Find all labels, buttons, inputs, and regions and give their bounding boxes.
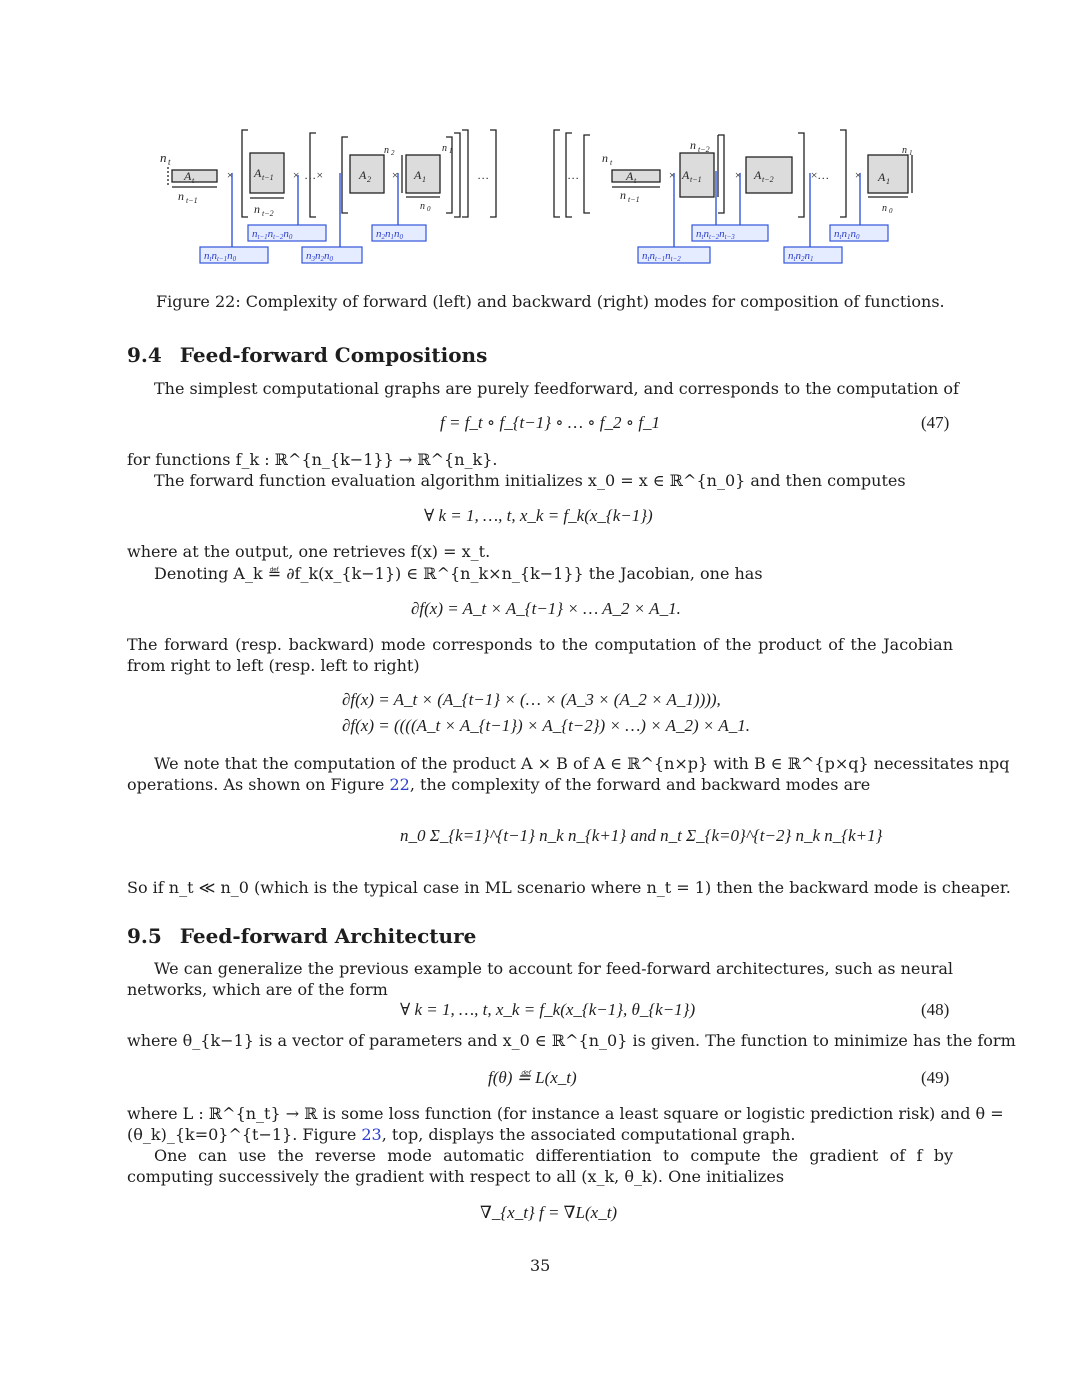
svg-text:t: t [168,157,171,167]
paragraph: Denoting A_k ≝ ∂f_k(x_{k−1}) ∈ ℝ^{n_k×n_{k−1}} the Jacobian, one has [154,564,763,583]
equation-number: (47) [921,413,950,432]
section-title: Feed-forward Architecture [179,924,477,948]
svg-text:1: 1 [449,147,453,155]
text-run: , the complexity of the forward and backward modes are [409,775,871,794]
svg-text:0: 0 [427,205,431,213]
svg-text:n: n [902,145,907,156]
cost-label: ntn2n1 [788,250,814,263]
equation-iteration: ∀ k = 1, …, t, x_k = f_k(x_{k−1}) [424,506,653,525]
paragraph: where L : ℝ^{n_t} → ℝ is some loss function (for instance a least square or logistic prediction risk) and θ = [127,1104,1004,1123]
equation-number: (48) [921,1000,950,1019]
svg-text:t: t [610,158,613,167]
svg-text:A: A [626,169,634,183]
svg-text:2: 2 [367,175,371,184]
section-number: 9.4 [127,343,162,367]
svg-text:1: 1 [422,175,426,184]
svg-text:t−2: t−2 [262,209,274,218]
cost-label: ntnt−2nt−3 [696,228,735,241]
svg-text:×: × [668,168,677,182]
svg-text:…×: …× [305,168,324,182]
svg-text:n: n [384,145,389,156]
svg-text:1: 1 [886,177,890,186]
svg-text:t: t [192,176,195,185]
matrix-At [172,170,217,182]
equation-gradient-init: ∇_{x_t} f = ∇L(x_t) [480,1203,618,1222]
svg-text:n: n [254,202,260,216]
paragraph: The forward function evaluation algorithm initializes x_0 = x ∈ ℝ^{n_0} and then computes [154,471,906,490]
cost-label: n2n1n0 [376,228,403,241]
svg-text:n: n [442,143,447,154]
svg-text:0: 0 [889,207,893,215]
svg-text:A: A [359,168,367,182]
paragraph: We note that the computation of the product A × B of A ∈ ℝ^{n×p} with B ∈ ℝ^{p×q} necessitates npq [154,754,1010,773]
figure-ref-link[interactable]: 23 [361,1125,382,1144]
svg-text:2: 2 [391,149,395,157]
svg-text:×: × [226,168,235,182]
svg-text:t−1: t−1 [186,196,198,205]
svg-text:t−2: t−2 [762,175,774,184]
equation-text: f = f_t ∘ f_{t−1} ∘ … ∘ f_2 ∘ f_1 [440,413,661,432]
equation-number: (49) [921,1068,950,1087]
svg-text:t−1: t−1 [262,173,274,182]
forward-mode-diagram [160,130,496,247]
paragraph: where θ_{k−1} is a vector of parameters and x_0 ∈ ℝ^{n_0} is given. The function to minimize has the form [127,1031,1016,1050]
section-title: Feed-forward Compositions [179,343,488,367]
cost-label: ntnt−1nt−2 [642,250,681,263]
paragraph: The forward (resp. backward) mode corresponds to the computation of the product of the Jacobian from right to left (resp. left to right) [127,635,953,675]
svg-text:n: n [620,188,626,202]
svg-text:A: A [254,166,262,180]
paragraph: for functions f_k : ℝ^{n_{k−1}} → ℝ^{n_k}. [127,450,498,469]
paragraph: The simplest computational graphs are purely feedforward, and corresponds to the computation of [154,379,959,398]
equation-jacobian: ∂f(x) = A_t × A_{t−1} × … A_2 × A_1. [411,599,681,618]
svg-text:1: 1 [909,149,913,157]
paragraph [127,774,870,795]
matrix-A1 [406,155,440,193]
cost-label: nt−1nt−2n0 [252,228,293,241]
paragraph: One can use the reverse mode automatic differentiation to compute the gradient of f by computing successively the gradient with respect to all (x_k, θ_k). One initializes [127,1146,953,1186]
paragraph: We can generalize the previous example to account for feed-forward architectures, such as neural networks, which are of the form [127,959,953,999]
cost-label: ntnt−1n0 [204,250,237,263]
svg-text:A: A [682,168,690,182]
svg-text:t: t [634,176,637,185]
figure-caption: Figure 22: Complexity of forward (left) and backward (right) modes for composition of functions. [156,292,945,311]
forward-cost-boxes [200,225,426,263]
figure-ref-link[interactable]: 22 [389,775,410,794]
svg-text:A: A [414,168,422,182]
page-number: 35 [530,1256,551,1275]
svg-text:A: A [754,168,762,182]
figure-22 [150,125,930,270]
svg-text:n: n [420,201,425,212]
text-run: , top, displays the associated computational graph. [381,1125,796,1144]
svg-text:×…: ×… [810,168,829,182]
section-heading-9-4 [127,343,487,367]
svg-text:…: … [478,168,489,182]
svg-text:t−1: t−1 [690,175,702,184]
section-heading-9-5 [127,924,476,948]
backward-cost-boxes [638,225,888,263]
equation-complexity: n_0 Σ_{k=1}^{t−1} n_k n_{k+1} and n_t Σ_{k=0}^{t−2} n_k n_{k+1} [400,826,883,845]
svg-text:×: × [734,168,743,182]
cost-label: ntn1n0 [834,228,860,241]
svg-text:×: × [292,168,301,182]
svg-text:n: n [602,151,608,165]
svg-text:t−2: t−2 [698,145,710,154]
svg-text:×: × [391,168,400,182]
svg-text:A: A [184,169,192,183]
svg-text:A: A [878,170,886,184]
equation-49: f(θ) ≝ L(x_t) [488,1068,577,1087]
svg-text:n: n [882,203,887,214]
svg-text:…: … [568,168,579,182]
equation-47 [440,413,660,433]
paragraph: So if n_t ≪ n_0 (which is the typical case in ML scenario where n_t = 1) then the backward mode is cheaper. [127,878,1011,897]
svg-text:t−1: t−1 [628,195,640,204]
section-number: 9.5 [127,924,162,948]
dim-label: n [160,150,167,165]
svg-text:n: n [690,138,696,152]
text-run: (θ_k)_{k=0}^{t−1}. Figure [127,1125,362,1144]
equation-backward: ∂f(x) = ((((A_t × A_{t−1}) × A_{t−2}) × …) × A_2) × A_1. [342,716,750,735]
svg-text:n: n [178,189,184,203]
equation-forward: ∂f(x) = A_t × (A_{t−1} × (… × (A_3 × (A_2 × A_1)))), [342,690,721,709]
equation-48: ∀ k = 1, …, t, x_k = f_k(x_{k−1}, θ_{k−1}) [400,1000,696,1019]
matrix-A2 [350,155,384,193]
text-run: operations. As shown on Figure [127,775,390,794]
paragraph: where at the output, one retrieves f(x) = x_t. [127,542,491,561]
paragraph [127,1124,795,1145]
cost-label: n3n2n0 [306,250,333,263]
svg-text:×: × [854,168,863,182]
